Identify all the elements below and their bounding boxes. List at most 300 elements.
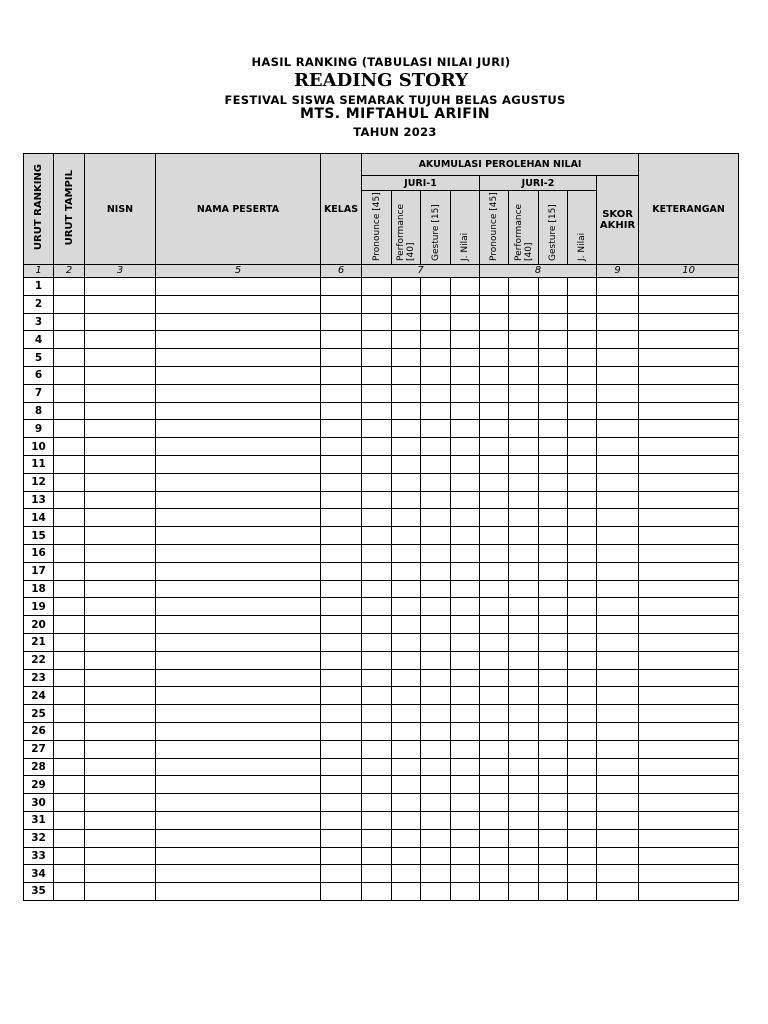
empty-cell[interactable]: [362, 776, 392, 794]
empty-cell[interactable]: [362, 669, 392, 687]
empty-cell[interactable]: [362, 740, 392, 758]
empty-cell[interactable]: [54, 758, 85, 776]
empty-cell[interactable]: [639, 722, 739, 740]
empty-cell[interactable]: [539, 865, 568, 883]
empty-cell[interactable]: [480, 829, 509, 847]
empty-cell[interactable]: [85, 687, 156, 705]
empty-cell[interactable]: [539, 384, 568, 402]
empty-cell[interactable]: [85, 865, 156, 883]
empty-cell[interactable]: [321, 402, 362, 420]
empty-cell[interactable]: [597, 527, 639, 545]
empty-cell[interactable]: [480, 811, 509, 829]
empty-cell[interactable]: [639, 278, 739, 296]
empty-cell[interactable]: [509, 865, 539, 883]
empty-cell[interactable]: [362, 705, 392, 723]
empty-cell[interactable]: [54, 278, 85, 296]
empty-cell[interactable]: [568, 883, 597, 901]
empty-cell[interactable]: [421, 278, 451, 296]
empty-cell[interactable]: [392, 829, 421, 847]
empty-cell[interactable]: [421, 811, 451, 829]
empty-cell[interactable]: [392, 295, 421, 313]
empty-cell[interactable]: [85, 331, 156, 349]
empty-cell[interactable]: [568, 740, 597, 758]
empty-cell[interactable]: [392, 313, 421, 331]
empty-cell[interactable]: [480, 580, 509, 598]
empty-cell[interactable]: [321, 705, 362, 723]
empty-cell[interactable]: [156, 740, 321, 758]
empty-cell[interactable]: [568, 811, 597, 829]
empty-cell[interactable]: [509, 580, 539, 598]
empty-cell[interactable]: [54, 687, 85, 705]
empty-cell[interactable]: [539, 527, 568, 545]
empty-cell[interactable]: [451, 847, 480, 865]
empty-cell[interactable]: [421, 295, 451, 313]
empty-cell[interactable]: [451, 811, 480, 829]
empty-cell[interactable]: [480, 527, 509, 545]
empty-cell[interactable]: [321, 687, 362, 705]
empty-cell[interactable]: [597, 544, 639, 562]
empty-cell[interactable]: [392, 455, 421, 473]
empty-cell[interactable]: [392, 366, 421, 384]
empty-cell[interactable]: [85, 313, 156, 331]
empty-cell[interactable]: [539, 366, 568, 384]
empty-cell[interactable]: [321, 331, 362, 349]
empty-cell[interactable]: [568, 847, 597, 865]
empty-cell[interactable]: [156, 758, 321, 776]
empty-cell[interactable]: [568, 562, 597, 580]
empty-cell[interactable]: [392, 847, 421, 865]
empty-cell[interactable]: [321, 616, 362, 634]
empty-cell[interactable]: [85, 491, 156, 509]
empty-cell[interactable]: [54, 847, 85, 865]
empty-cell[interactable]: [85, 811, 156, 829]
empty-cell[interactable]: [480, 473, 509, 491]
empty-cell[interactable]: [85, 544, 156, 562]
empty-cell[interactable]: [156, 794, 321, 812]
empty-cell[interactable]: [85, 883, 156, 901]
empty-cell[interactable]: [392, 883, 421, 901]
empty-cell[interactable]: [362, 473, 392, 491]
empty-cell[interactable]: [421, 865, 451, 883]
empty-cell[interactable]: [156, 776, 321, 794]
empty-cell[interactable]: [85, 705, 156, 723]
empty-cell[interactable]: [362, 562, 392, 580]
empty-cell[interactable]: [597, 847, 639, 865]
empty-cell[interactable]: [539, 687, 568, 705]
empty-cell[interactable]: [321, 473, 362, 491]
empty-cell[interactable]: [54, 527, 85, 545]
empty-cell[interactable]: [539, 473, 568, 491]
empty-cell[interactable]: [321, 491, 362, 509]
empty-cell[interactable]: [156, 455, 321, 473]
empty-cell[interactable]: [539, 509, 568, 527]
empty-cell[interactable]: [539, 455, 568, 473]
empty-cell[interactable]: [597, 883, 639, 901]
empty-cell[interactable]: [421, 366, 451, 384]
empty-cell[interactable]: [539, 616, 568, 634]
empty-cell[interactable]: [597, 580, 639, 598]
empty-cell[interactable]: [421, 616, 451, 634]
empty-cell[interactable]: [54, 616, 85, 634]
empty-cell[interactable]: [85, 829, 156, 847]
empty-cell[interactable]: [639, 295, 739, 313]
empty-cell[interactable]: [568, 384, 597, 402]
empty-cell[interactable]: [451, 669, 480, 687]
empty-cell[interactable]: [85, 562, 156, 580]
empty-cell[interactable]: [54, 384, 85, 402]
empty-cell[interactable]: [362, 349, 392, 367]
empty-cell[interactable]: [54, 313, 85, 331]
empty-cell[interactable]: [568, 758, 597, 776]
empty-cell[interactable]: [480, 420, 509, 438]
empty-cell[interactable]: [421, 687, 451, 705]
empty-cell[interactable]: [509, 740, 539, 758]
empty-cell[interactable]: [597, 829, 639, 847]
empty-cell[interactable]: [451, 295, 480, 313]
empty-cell[interactable]: [480, 278, 509, 296]
empty-cell[interactable]: [568, 616, 597, 634]
empty-cell[interactable]: [597, 865, 639, 883]
empty-cell[interactable]: [392, 420, 421, 438]
empty-cell[interactable]: [639, 633, 739, 651]
empty-cell[interactable]: [568, 651, 597, 669]
empty-cell[interactable]: [451, 331, 480, 349]
empty-cell[interactable]: [597, 740, 639, 758]
empty-cell[interactable]: [85, 366, 156, 384]
empty-cell[interactable]: [539, 331, 568, 349]
empty-cell[interactable]: [451, 349, 480, 367]
empty-cell[interactable]: [480, 313, 509, 331]
empty-cell[interactable]: [480, 616, 509, 634]
empty-cell[interactable]: [509, 366, 539, 384]
empty-cell[interactable]: [639, 687, 739, 705]
empty-cell[interactable]: [156, 616, 321, 634]
empty-cell[interactable]: [421, 705, 451, 723]
empty-cell[interactable]: [54, 420, 85, 438]
empty-cell[interactable]: [639, 438, 739, 456]
empty-cell[interactable]: [480, 455, 509, 473]
empty-cell[interactable]: [639, 402, 739, 420]
empty-cell[interactable]: [362, 633, 392, 651]
empty-cell[interactable]: [156, 865, 321, 883]
empty-cell[interactable]: [156, 580, 321, 598]
empty-cell[interactable]: [156, 313, 321, 331]
empty-cell[interactable]: [539, 829, 568, 847]
empty-cell[interactable]: [321, 278, 362, 296]
empty-cell[interactable]: [597, 758, 639, 776]
empty-cell[interactable]: [392, 278, 421, 296]
empty-cell[interactable]: [451, 278, 480, 296]
empty-cell[interactable]: [392, 865, 421, 883]
empty-cell[interactable]: [480, 349, 509, 367]
empty-cell[interactable]: [597, 402, 639, 420]
empty-cell[interactable]: [539, 651, 568, 669]
empty-cell[interactable]: [480, 384, 509, 402]
empty-cell[interactable]: [421, 349, 451, 367]
empty-cell[interactable]: [392, 616, 421, 634]
empty-cell[interactable]: [362, 278, 392, 296]
empty-cell[interactable]: [509, 794, 539, 812]
empty-cell[interactable]: [85, 722, 156, 740]
empty-cell[interactable]: [639, 794, 739, 812]
empty-cell[interactable]: [85, 384, 156, 402]
empty-cell[interactable]: [639, 544, 739, 562]
empty-cell[interactable]: [321, 865, 362, 883]
empty-cell[interactable]: [480, 847, 509, 865]
empty-cell[interactable]: [480, 651, 509, 669]
empty-cell[interactable]: [421, 633, 451, 651]
empty-cell[interactable]: [597, 384, 639, 402]
empty-cell[interactable]: [54, 544, 85, 562]
empty-cell[interactable]: [568, 295, 597, 313]
empty-cell[interactable]: [597, 705, 639, 723]
empty-cell[interactable]: [480, 865, 509, 883]
empty-cell[interactable]: [480, 722, 509, 740]
empty-cell[interactable]: [451, 438, 480, 456]
empty-cell[interactable]: [54, 865, 85, 883]
empty-cell[interactable]: [539, 278, 568, 296]
empty-cell[interactable]: [539, 438, 568, 456]
empty-cell[interactable]: [321, 776, 362, 794]
empty-cell[interactable]: [597, 278, 639, 296]
empty-cell[interactable]: [509, 473, 539, 491]
empty-cell[interactable]: [421, 669, 451, 687]
empty-cell[interactable]: [85, 580, 156, 598]
empty-cell[interactable]: [509, 491, 539, 509]
empty-cell[interactable]: [597, 776, 639, 794]
empty-cell[interactable]: [321, 544, 362, 562]
empty-cell[interactable]: [392, 705, 421, 723]
empty-cell[interactable]: [156, 633, 321, 651]
empty-cell[interactable]: [480, 402, 509, 420]
empty-cell[interactable]: [539, 313, 568, 331]
empty-cell[interactable]: [639, 669, 739, 687]
empty-cell[interactable]: [480, 438, 509, 456]
empty-cell[interactable]: [451, 883, 480, 901]
empty-cell[interactable]: [451, 562, 480, 580]
empty-cell[interactable]: [392, 811, 421, 829]
empty-cell[interactable]: [451, 473, 480, 491]
empty-cell[interactable]: [509, 295, 539, 313]
empty-cell[interactable]: [509, 651, 539, 669]
empty-cell[interactable]: [392, 384, 421, 402]
empty-cell[interactable]: [156, 349, 321, 367]
empty-cell[interactable]: [321, 722, 362, 740]
empty-cell[interactable]: [421, 562, 451, 580]
empty-cell[interactable]: [509, 847, 539, 865]
empty-cell[interactable]: [539, 402, 568, 420]
empty-cell[interactable]: [451, 758, 480, 776]
empty-cell[interactable]: [639, 384, 739, 402]
empty-cell[interactable]: [156, 402, 321, 420]
empty-cell[interactable]: [597, 420, 639, 438]
empty-cell[interactable]: [362, 829, 392, 847]
empty-cell[interactable]: [421, 740, 451, 758]
empty-cell[interactable]: [597, 598, 639, 616]
empty-cell[interactable]: [451, 776, 480, 794]
empty-cell[interactable]: [392, 331, 421, 349]
empty-cell[interactable]: [362, 384, 392, 402]
empty-cell[interactable]: [421, 847, 451, 865]
empty-cell[interactable]: [156, 562, 321, 580]
empty-cell[interactable]: [568, 527, 597, 545]
empty-cell[interactable]: [85, 598, 156, 616]
empty-cell[interactable]: [85, 758, 156, 776]
empty-cell[interactable]: [54, 349, 85, 367]
empty-cell[interactable]: [54, 776, 85, 794]
empty-cell[interactable]: [85, 473, 156, 491]
empty-cell[interactable]: [362, 811, 392, 829]
empty-cell[interactable]: [321, 580, 362, 598]
empty-cell[interactable]: [451, 580, 480, 598]
empty-cell[interactable]: [392, 544, 421, 562]
empty-cell[interactable]: [321, 794, 362, 812]
empty-cell[interactable]: [568, 794, 597, 812]
empty-cell[interactable]: [539, 580, 568, 598]
empty-cell[interactable]: [509, 544, 539, 562]
empty-cell[interactable]: [639, 331, 739, 349]
empty-cell[interactable]: [392, 633, 421, 651]
empty-cell[interactable]: [639, 455, 739, 473]
empty-cell[interactable]: [568, 865, 597, 883]
empty-cell[interactable]: [568, 509, 597, 527]
empty-cell[interactable]: [539, 794, 568, 812]
empty-cell[interactable]: [639, 705, 739, 723]
empty-cell[interactable]: [321, 509, 362, 527]
empty-cell[interactable]: [421, 829, 451, 847]
empty-cell[interactable]: [54, 651, 85, 669]
empty-cell[interactable]: [509, 420, 539, 438]
empty-cell[interactable]: [362, 883, 392, 901]
empty-cell[interactable]: [54, 794, 85, 812]
empty-cell[interactable]: [509, 758, 539, 776]
empty-cell[interactable]: [639, 366, 739, 384]
empty-cell[interactable]: [480, 491, 509, 509]
empty-cell[interactable]: [568, 402, 597, 420]
empty-cell[interactable]: [321, 420, 362, 438]
empty-cell[interactable]: [509, 278, 539, 296]
empty-cell[interactable]: [421, 758, 451, 776]
empty-cell[interactable]: [421, 331, 451, 349]
empty-cell[interactable]: [392, 776, 421, 794]
empty-cell[interactable]: [156, 829, 321, 847]
empty-cell[interactable]: [509, 331, 539, 349]
empty-cell[interactable]: [480, 687, 509, 705]
empty-cell[interactable]: [321, 633, 362, 651]
empty-cell[interactable]: [539, 776, 568, 794]
empty-cell[interactable]: [451, 384, 480, 402]
empty-cell[interactable]: [54, 580, 85, 598]
empty-cell[interactable]: [509, 669, 539, 687]
empty-cell[interactable]: [392, 651, 421, 669]
empty-cell[interactable]: [451, 455, 480, 473]
empty-cell[interactable]: [85, 420, 156, 438]
empty-cell[interactable]: [480, 758, 509, 776]
empty-cell[interactable]: [54, 829, 85, 847]
empty-cell[interactable]: [54, 740, 85, 758]
empty-cell[interactable]: [597, 687, 639, 705]
empty-cell[interactable]: [509, 722, 539, 740]
empty-cell[interactable]: [392, 527, 421, 545]
empty-cell[interactable]: [539, 811, 568, 829]
empty-cell[interactable]: [362, 758, 392, 776]
empty-cell[interactable]: [639, 865, 739, 883]
empty-cell[interactable]: [321, 295, 362, 313]
empty-cell[interactable]: [421, 473, 451, 491]
empty-cell[interactable]: [421, 794, 451, 812]
empty-cell[interactable]: [392, 758, 421, 776]
empty-cell[interactable]: [451, 402, 480, 420]
empty-cell[interactable]: [509, 687, 539, 705]
empty-cell[interactable]: [539, 633, 568, 651]
empty-cell[interactable]: [597, 491, 639, 509]
empty-cell[interactable]: [539, 669, 568, 687]
empty-cell[interactable]: [54, 883, 85, 901]
empty-cell[interactable]: [421, 527, 451, 545]
empty-cell[interactable]: [421, 402, 451, 420]
empty-cell[interactable]: [362, 331, 392, 349]
empty-cell[interactable]: [362, 295, 392, 313]
empty-cell[interactable]: [156, 473, 321, 491]
empty-cell[interactable]: [451, 527, 480, 545]
empty-cell[interactable]: [321, 598, 362, 616]
empty-cell[interactable]: [480, 776, 509, 794]
empty-cell[interactable]: [509, 705, 539, 723]
empty-cell[interactable]: [451, 544, 480, 562]
empty-cell[interactable]: [156, 544, 321, 562]
empty-cell[interactable]: [639, 847, 739, 865]
empty-cell[interactable]: [85, 740, 156, 758]
empty-cell[interactable]: [421, 491, 451, 509]
empty-cell[interactable]: [509, 509, 539, 527]
empty-cell[interactable]: [156, 527, 321, 545]
empty-cell[interactable]: [421, 509, 451, 527]
empty-cell[interactable]: [568, 420, 597, 438]
empty-cell[interactable]: [54, 509, 85, 527]
empty-cell[interactable]: [392, 687, 421, 705]
empty-cell[interactable]: [568, 705, 597, 723]
empty-cell[interactable]: [480, 598, 509, 616]
empty-cell[interactable]: [597, 509, 639, 527]
empty-cell[interactable]: [480, 883, 509, 901]
empty-cell[interactable]: [568, 331, 597, 349]
empty-cell[interactable]: [597, 295, 639, 313]
empty-cell[interactable]: [451, 651, 480, 669]
empty-cell[interactable]: [451, 705, 480, 723]
empty-cell[interactable]: [54, 331, 85, 349]
empty-cell[interactable]: [362, 527, 392, 545]
empty-cell[interactable]: [321, 758, 362, 776]
empty-cell[interactable]: [421, 438, 451, 456]
empty-cell[interactable]: [156, 438, 321, 456]
empty-cell[interactable]: [321, 366, 362, 384]
empty-cell[interactable]: [362, 438, 392, 456]
empty-cell[interactable]: [451, 794, 480, 812]
empty-cell[interactable]: [362, 687, 392, 705]
empty-cell[interactable]: [362, 580, 392, 598]
empty-cell[interactable]: [362, 313, 392, 331]
empty-cell[interactable]: [54, 722, 85, 740]
empty-cell[interactable]: [156, 384, 321, 402]
empty-cell[interactable]: [321, 829, 362, 847]
empty-cell[interactable]: [539, 295, 568, 313]
empty-cell[interactable]: [392, 598, 421, 616]
empty-cell[interactable]: [509, 438, 539, 456]
empty-cell[interactable]: [321, 313, 362, 331]
empty-cell[interactable]: [321, 438, 362, 456]
empty-cell[interactable]: [421, 313, 451, 331]
empty-cell[interactable]: [480, 295, 509, 313]
